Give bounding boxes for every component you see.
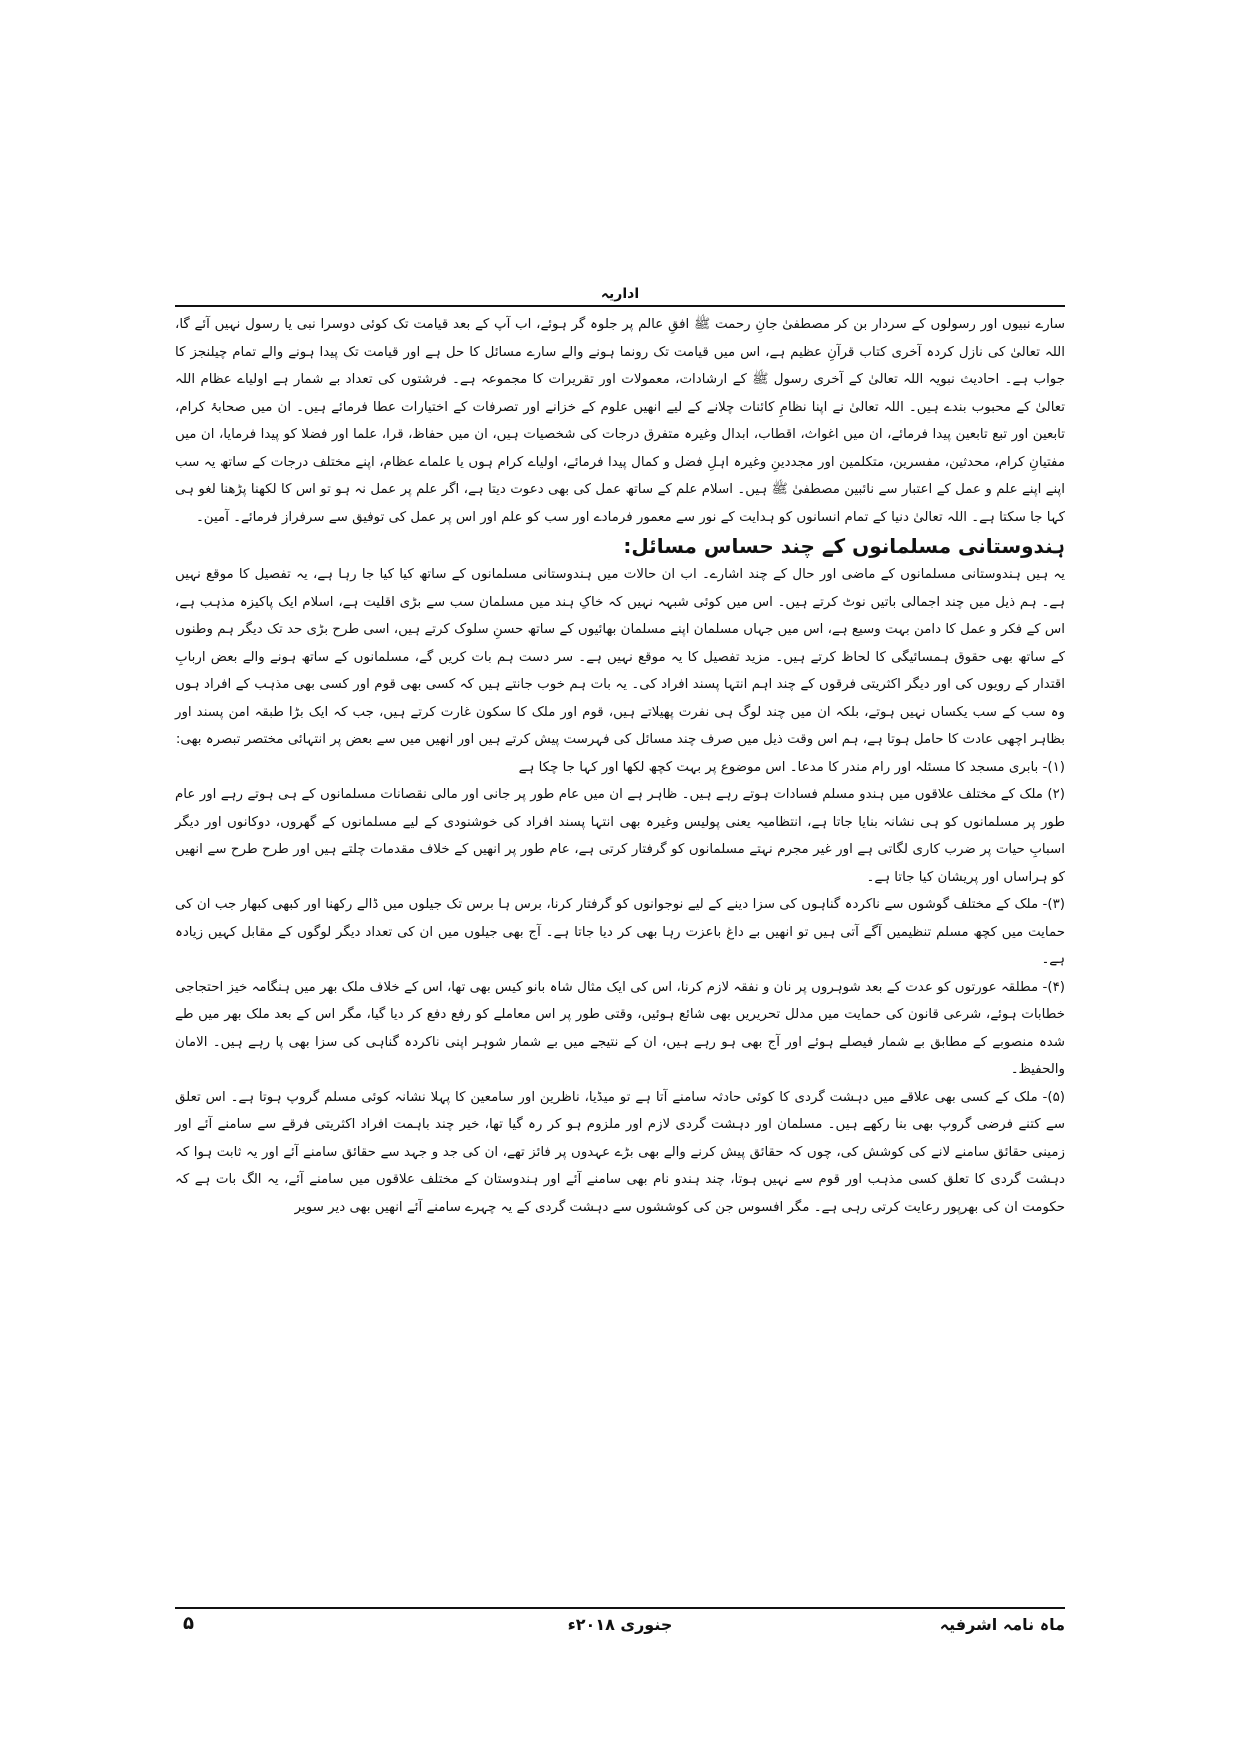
page-footer [175,1607,1065,1641]
page-header-title: اداریہ [600,286,640,302]
section-intro: یہ ہیں ہندوستانی مسلمانوں کے ماضی اور حال کے چند اشارے۔ اب ان حالات میں ہندوستانی مسلمانوں کے ساتھ کیا کیا جا رہا ہے، یہ تفصیل کا موقع نہیں ہے۔ ہم ذیل میں چند اجمالی باتیں نوٹ کرتے ہیں۔ اس میں کوئی شبہہ نہیں کہ خاکِ ہند میں مسلمان سب سے بڑی اقلیت ہے، اسلام ایک پاکیزہ مذہب ہے، اس کے فکر و عمل کا دامن بہت وسیع ہے، اس میں جہاں مسلمان اپنے مسلمان بھائیوں کے ساتھ حسنِ سلوک کرتے ہیں، اسی طرح بڑی حد تک دیگر ہم وطنوں کے ساتھ بھی حقوق ہمسائیگی کا لحاظ کرتے ہیں۔ مزید تفصیل کا یہ موقع نہیں ہے۔ سر دست ہم بات کریں گے، مسلمانوں کے ساتھ ہونے والے بعض اربابِ اقتدار کے رویوں کی اور دیگر اکثریتی فرقوں کے چند اہم انتہا پسند افراد کی۔ یہ بات ہم خوب جانتے ہیں کہ کسی بھی قوم اور کسی بھی مذہب کے افراد ہوں وہ سب کے سب یکساں نہیں ہوتے، بلکہ ان میں چند لوگ ہی نفرت پھیلاتے ہیں، قوم اور ملک کا سکون غارت کرتے ہیں، جب کہ ایک بڑا طبقہ امن پسند اور بظاہر اچھی عادت کا حامل ہوتا ہے، ہم اس وقت ذیل میں صرف چند مسائل کی فہرست پیش کرتے ہیں اور انھیں میں سے بعض پر انتہائی مختصر تبصرہ بھی: [175,567,1065,747]
opening-paragraph: سارے نبیوں اور رسولوں کے سردار بن کر مصطفیٰ جانِ رحمت ﷺ افقِ عالم پر جلوہ گر ہوئے، اب آپ کے بعد قیامت تک کوئی دوسرا نبی یا رسول نہیں آئے گا، اللہ تعالیٰ کی نازل کردہ آخری کتاب قرآنِ عظیم ہے، اس میں قیامت تک رونما ہونے والے سارے مسائل کا حل ہے اور قیامت تک پیدا ہونے والے تمام چیلنجز کا جواب ہے۔ احادیث نبویہ اللہ تعالیٰ کے آخری رسول ﷺ کے ارشادات، معمولات اور تقریرات کا مجموعہ ہے۔ فرشتوں کی تعداد بے شمار ہے اولیاے عظام اللہ تعالیٰ کے محبوب بندے ہیں۔ اللہ تعالیٰ نے اپنا نظامِ کائنات چلانے کے لیے انھیں علوم کے خزانے اور تصرفات کے اختیارات عطا فرمائے ہیں۔ ان میں صحابۂ کرام، تابعین اور تبع تابعین پیدا فرمائے، ان میں اغواث، اقطاب، ابدال وغیرہ متفرق درجات کی شخصیات ہیں، ان میں حفاظ، قرا، علما اور فضلا کو پیدا فرمایا، ان میں مفتیانِ کرام، محدثین، مفسرین، متکلمین اور مجددینِ وغیرہ اہلِ فضل و کمال پیدا فرمائے، اولیاے کرام ہوں یا علماے عظام، اپنے مختلف درجات کے ساتھ یہ سب اپنے اپنے علم و عمل کے اعتبار سے نائبین مصطفیٰ ﷺ ہیں۔ اسلام علم کے ساتھ عمل کی بھی دعوت دیتا ہے، اگر علم پر عمل نہ ہو تو اس کا لکھنا پڑھنا لغو ہی کہا جا سکتا ہے۔ اللہ تعالیٰ دنیا کے تمام انسانوں کو ہدایت کے نور سے معمور فرمادے اور سب کو علم اور اس پر عمل کی توفیق سے سرفراز فرمائے۔ آمین۔ [175,317,1065,525]
list-item-4: (۴)- مطلقہ عورتوں کو عدت کے بعد شوہروں پر نان و نفقہ لازم کرنا، اس کی ایک مثال شاہ بانو کیس بھی تھا، اس کے خلاف ملک بھر میں ہنگامہ خیز احتجاجی خطابات ہوئے، شرعی قانون کی حمایت میں مدلل تحریریں بھی شائع ہوئیں، وقتی طور پر اس معاملے کو رفع دفع کر دیا گیا، مگر اس کے بعد ملک بھر میں طے شدہ منصوبے کے مطابق بے شمار فیصلے ہوئے اور آج بھی ہو رہے ہیں، ان کے نتیجے میں بے شمار شوہر اپنی ناکردہ گناہی کی سزا بھی پا رہے ہیں۔ الامان والحفیظ۔ [175,979,1065,1077]
magazine-name: ماہ نامہ اشرفیہ [939,1615,1065,1634]
list-item-1: (۱)- بابری مسجد کا مسئلہ اور رام مندر کا مدعا۔ اس موضوع پر بہت کچھ لکھا اور کہا جا چکا ہے [518,759,1065,775]
section-heading: ہندوستانی مسلمانوں کے چند حساس مسائل: [623,534,1065,558]
article-body [175,311,1065,1221]
issue-date: جنوری ۲۰۱۸ء [567,1615,673,1634]
list-item-2: (۲) ملک کے مختلف علاقوں میں ہندو مسلم فسادات ہوتے رہے ہیں۔ ظاہر ہے ان میں عام طور پر جانی اور مالی نقصانات مسلمانوں کے ہی ہوتے رہے اور عام طور پر مسلمانوں کو ہی نشانہ بنایا جاتا ہے، انتظامیہ یعنی پولیس وغیرہ بھی انتہا پسند افراد کی خوشنودی کے لیے مسلمانوں کے گھروں، دوکانوں اور دیگر اسبابِ حیات پر ضرب کاری لگاتی ہے اور غیر مجرم نہتے مسلمانوں کو گرفتار کرتی ہے، عام طور پر انھیں کے خلاف مقدمات چلتے ہیں اور طرح طرح سے انھیں کو ہراساں اور پریشان کیا جاتا ہے۔ [175,787,1065,885]
header-divider [175,305,1065,307]
page-number: ۵ [183,1613,194,1634]
page [175,285,1065,1640]
list-item-5: (۵)- ملک کے کسی بھی علاقے میں دہشت گردی کا کوئی حادثہ سامنے آتا ہے تو میڈیا، ناظرین اور سامعین کا پہلا نشانہ کوئی مسلم گروپ ہوتا ہے۔ اس تعلق سے کتنے فرضی گروپ بھی بنا رکھے ہیں۔ مسلمان اور دہشت گردی لازم اور ملزوم ہو کر رہ گیا تھا، خیر چند باہمت افراد اکثریتی فرقے سے سامنے آئے اور زمینی حقائق سامنے لانے کی کوشش کی، چوں کہ حقائق پیش کرنے والے بھی بڑے عہدوں پر فائز تھے، ان کی جد و جہد سے حقائق سامنے آئے اور یہ ثابت ہوا کہ دہشت گردی کا تعلق کسی مذہب اور قوم سے نہیں ہوتا، چند ہندو نام بھی سامنے آئے اور ہندوستان کے مختلف علاقوں میں سامنے آئے، یہ الگ بات ہے کہ حکومت ان کی بھرپور رعایت کرتی رہی ہے۔ مگر افسوس جن کی کوششوں سے دہشت گردی کے یہ چہرے سامنے آئے انھیں بھی دیر سویر [175,1089,1065,1215]
list-item-3: (۳)- ملک کے مختلف گوشوں سے ناکردہ گناہوں کی سزا دینے کے لیے نوجوانوں کو گرفتار کرنا، برس ہا برس تک جیلوں میں ڈالے رکھنا اور کبھی کبھار جب ان کی حمایت میں کچھ مسلم تنظیمیں آگے آتی ہیں تو انھیں بے داغ باعزت رہا بھی کر دیا جاتا ہے۔ آج بھی جیلوں میں ان کی تعداد دیگر لوگوں کے مقابل کہیں زیادہ ہے۔ [175,897,1065,967]
